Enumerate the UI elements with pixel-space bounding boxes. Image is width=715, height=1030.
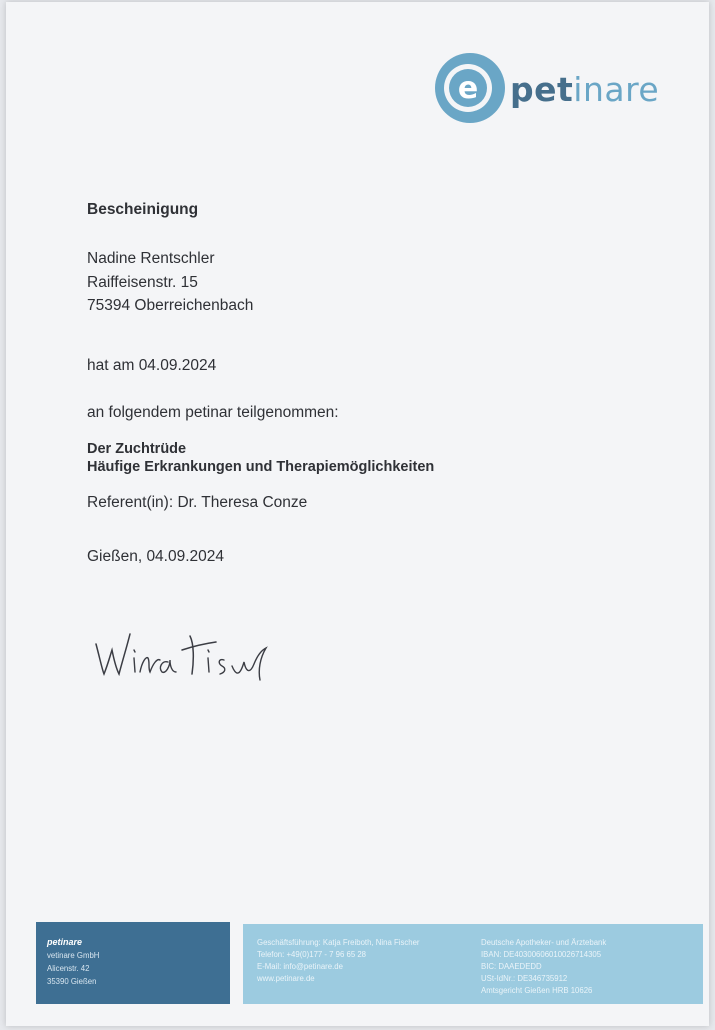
footer-email: E-Mail: info@petinare.de: [257, 962, 343, 971]
footer-bic: BIC: DAAEDEDD: [481, 962, 542, 971]
certificate-page: [6, 2, 709, 1026]
attendance-date: hat am 04.09.2024: [87, 357, 217, 374]
certificate-heading: Bescheinigung: [87, 201, 199, 218]
handwritten-signature: [90, 614, 290, 694]
logo-wordmark: [510, 70, 659, 109]
footer-company-city: 35390 Gießen: [47, 977, 97, 986]
footer-company-name: vetinare GmbH: [47, 951, 100, 960]
recipient-name: Nadine Rentschler: [87, 250, 215, 267]
petinare-logo: [434, 52, 674, 124]
footer-brand: petinare: [47, 937, 83, 947]
participation-line: an folgendem petinar teilgenommen:: [87, 404, 339, 421]
footer-website: www.petinare.de: [257, 974, 315, 983]
svg-text:e: e: [457, 71, 479, 106]
recipient-city: 75394 Oberreichenbach: [87, 297, 254, 314]
petinare-logo-mark-icon: [434, 52, 506, 124]
recipient-street: Raiffeisenstr. 15: [87, 274, 198, 291]
footer-info-block: [243, 924, 703, 1004]
footer-company-street: Alicenstr. 42: [47, 964, 90, 973]
course-title-line2: Häufige Erkrankungen und Therapiemöglichkeiten: [87, 459, 435, 475]
logo-word-part2: inare: [573, 70, 660, 109]
footer-phone: Telefon: +49(0)177 - 7 96 65 28: [257, 950, 367, 959]
speaker-line: Referent(in): Dr. Theresa Conze: [87, 494, 308, 511]
footer-iban: IBAN: DE40300606010026714305: [481, 950, 602, 959]
footer-bank-name: Deutsche Apotheker- und Ärztebank: [481, 938, 607, 947]
course-title-line1: Der Zuchtrüde: [87, 441, 187, 457]
footer-company-block: [36, 922, 230, 1004]
footer-management: Geschäftsführung: Katja Freiboth, Nina Fischer: [257, 938, 420, 947]
footer-court-register: Amtsgericht Gießen HRB 10626: [481, 986, 593, 995]
logo-word-part1: pet: [510, 70, 574, 109]
place-date: Gießen, 04.09.2024: [87, 548, 225, 565]
footer-vat-id: USt-IdNr.: DE346735912: [481, 974, 568, 983]
